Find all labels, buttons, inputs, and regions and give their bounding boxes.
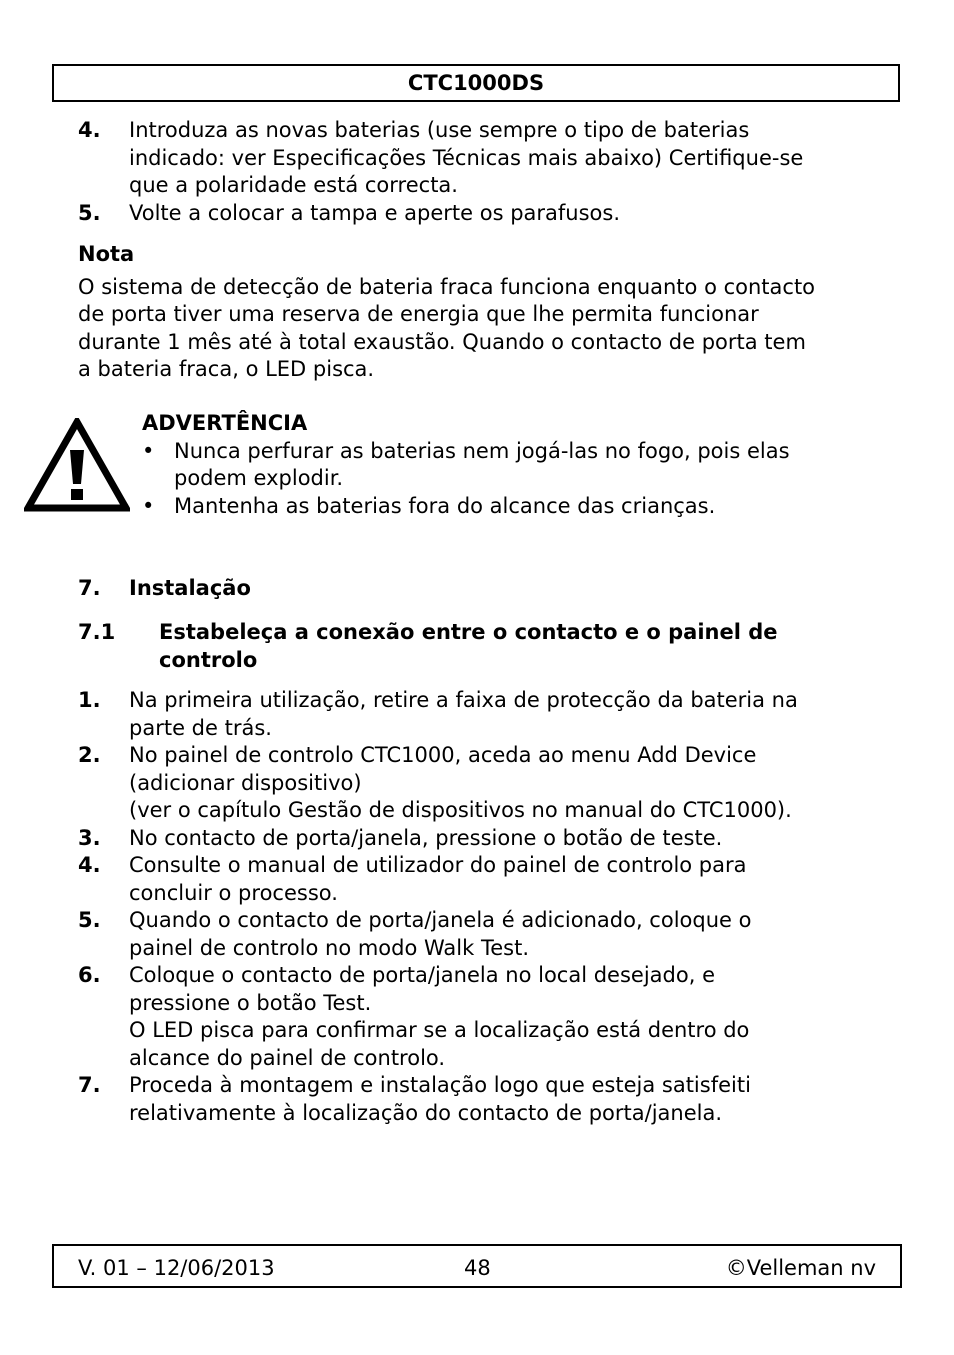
step-text: indicado: ver Especificações Técnicas mais abaixo) Certifique-se	[129, 145, 804, 170]
nota-text: de porta tiver uma reserva de energia que lhe permita funcionar	[78, 302, 759, 326]
installation-steps	[78, 687, 878, 1127]
step-text: pressione o botão Test.	[129, 990, 372, 1015]
list-item	[78, 907, 878, 962]
step-number: 6.	[78, 963, 101, 987]
subsection-heading	[78, 618, 878, 674]
step-text: Volte a colocar a tampa e aperte os parafusos.	[129, 200, 621, 225]
warning-title: ADVERTÊNCIA	[142, 411, 308, 435]
list-item	[78, 962, 878, 1072]
step-number: 2.	[78, 743, 101, 767]
footer	[52, 1244, 902, 1288]
section-number: 7.	[78, 576, 101, 600]
step-number: 3.	[78, 825, 101, 850]
step-text: Consulte o manual de utilizador do painel de controlo para	[129, 853, 747, 877]
list-item	[78, 825, 878, 853]
section-heading	[78, 575, 251, 603]
step-text: No painel de controlo CTC1000, aceda ao menu Add Device	[129, 743, 757, 767]
step-number: 5.	[78, 908, 101, 932]
subsection-title: controlo	[159, 648, 258, 672]
nota-text: a bateria fraca, o LED pisca.	[78, 357, 375, 381]
footer-page-number: 48	[464, 1256, 491, 1280]
header-title: CTC1000DS	[52, 64, 900, 102]
list-item	[142, 493, 882, 521]
step-text: O LED pisca para confirmar se a localização está dentro do	[129, 1018, 750, 1042]
step-text: concluir o processo.	[129, 880, 338, 905]
step-text: Quando o contacto de porta/janela é adicionado, coloque o	[129, 908, 752, 932]
nota-title: Nota	[78, 242, 135, 266]
bullet-icon: •	[142, 493, 155, 518]
step-text: painel de controlo no modo Walk Test.	[129, 935, 529, 960]
bullet-text: Mantenha as baterias fora do alcance das crianças.	[174, 493, 716, 518]
step-number: 7.	[78, 1073, 101, 1097]
steps-top	[78, 117, 878, 227]
step-text: Proceda à montagem e instalação logo que esteja satisfeiti	[129, 1073, 751, 1097]
list-item	[78, 742, 878, 825]
step-text: relativamente à localização do contacto de porta/janela.	[129, 1100, 723, 1125]
nota-section	[78, 241, 878, 384]
step-text: Coloque o contacto de porta/janela no local desejado, e	[129, 963, 715, 987]
list-item	[78, 200, 878, 228]
step-text: que a polaridade está correcta.	[129, 173, 458, 197]
step-text: Introduza as novas baterias (use sempre o tipo de baterias	[129, 118, 750, 142]
list-item	[78, 852, 878, 907]
nota-text: O sistema de detecção de bateria fraca funciona enquanto o contacto	[78, 274, 816, 299]
warning-triangle-icon	[24, 418, 130, 514]
list-item	[142, 438, 882, 493]
step-number: 5.	[78, 200, 101, 225]
step-text: alcance do painel de controlo.	[129, 1045, 446, 1070]
step-text: No contacto de porta/janela, pressione o botão de teste.	[129, 825, 723, 850]
step-text: parte de trás.	[129, 715, 272, 740]
section-title: Instalação	[129, 576, 251, 600]
step-text: (ver o capítulo Gestão de dispositivos no manual do CTC1000).	[129, 798, 792, 822]
step-number: 4.	[78, 118, 101, 142]
bullet-text: Nunca perfurar as baterias nem jogá-las no fogo, pois elas	[174, 438, 790, 463]
subsection-number: 7.1	[78, 620, 116, 644]
step-text: Na primeira utilização, retire a faixa de protecção da bateria na	[129, 688, 798, 712]
bullet-text: podem explodir.	[174, 466, 344, 490]
warning-section	[142, 410, 882, 520]
list-item	[78, 687, 878, 742]
step-text: (adicionar dispositivo)	[129, 770, 362, 795]
step-number: 4.	[78, 853, 101, 877]
nota-text: durante 1 mês até à total exaustão. Quando o contacto de porta tem	[78, 329, 806, 354]
bullet-icon: •	[142, 438, 155, 463]
step-number: 1.	[78, 688, 101, 712]
footer-copyright: ©Velleman nv	[725, 1256, 876, 1280]
footer-version: V. 01 – 12/06/2013	[78, 1256, 275, 1280]
list-item	[78, 1072, 878, 1127]
list-item	[78, 117, 878, 200]
subsection-title: Estabeleça a conexão entre o contacto e o painel de	[159, 620, 778, 644]
